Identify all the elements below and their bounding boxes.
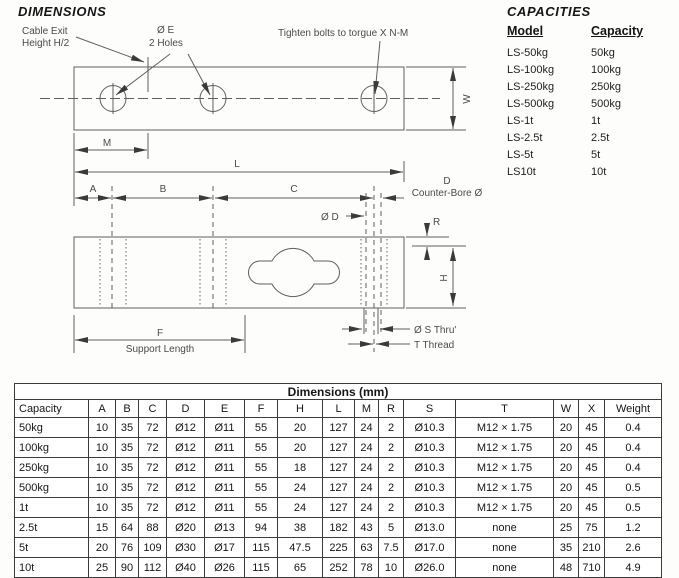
cell: Ø40 <box>167 558 205 578</box>
capacities-header <box>507 24 675 38</box>
table-title-row <box>15 384 662 400</box>
model-value: LS-250kg <box>507 81 555 93</box>
cell: 15 <box>89 518 116 538</box>
side-view <box>74 223 466 353</box>
hole-count-label: 2 Holes <box>149 38 183 49</box>
col-header-x: X <box>579 400 605 418</box>
s-thru-label: Ø S Thru' <box>414 325 457 336</box>
cell: 24 <box>355 498 379 518</box>
cell: 2.6 <box>605 538 662 558</box>
table-row <box>15 418 662 438</box>
cell: 90 <box>116 558 139 578</box>
table-row <box>15 558 662 578</box>
cell: none <box>456 558 554 578</box>
col-header-f: F <box>245 400 278 418</box>
cell: 20 <box>89 538 116 558</box>
cell: M12 × 1.75 <box>456 458 554 478</box>
cell: 24 <box>278 478 323 498</box>
cell: 210 <box>579 538 605 558</box>
row-capacity: 5t <box>15 538 89 558</box>
cell: 55 <box>245 418 278 438</box>
cable-exit-label-line1: Cable Exit <box>22 26 68 37</box>
cell: 45 <box>579 498 605 518</box>
cell: 20 <box>554 458 579 478</box>
cell: 38 <box>278 518 323 538</box>
cell: 5 <box>379 518 404 538</box>
cell: 35 <box>116 438 139 458</box>
cell: Ø30 <box>167 538 205 558</box>
cable-exit-label-line2: Height H/2 <box>22 38 70 49</box>
cell: 47.5 <box>278 538 323 558</box>
dim-od-label: Ø D <box>321 212 339 223</box>
cell: 182 <box>323 518 355 538</box>
cell: 0.4 <box>605 418 662 438</box>
capacity-list-item <box>507 113 675 130</box>
cell: 18 <box>278 458 323 478</box>
dim-f-label: F <box>156 328 164 339</box>
cell: 55 <box>245 498 278 518</box>
cell: 24 <box>355 458 379 478</box>
cell: 127 <box>323 438 355 458</box>
cell: Ø12 <box>167 418 205 438</box>
cell: 225 <box>323 538 355 558</box>
cell: Ø10.3 <box>404 458 456 478</box>
cell: Ø10.3 <box>404 498 456 518</box>
table-row <box>15 498 662 518</box>
cell: Ø11 <box>205 478 245 498</box>
cell: 72 <box>139 458 167 478</box>
cell: 10 <box>89 478 116 498</box>
cell: 65 <box>278 558 323 578</box>
dim-m-label: M <box>102 138 112 149</box>
row-capacity: 250kg <box>15 458 89 478</box>
cell: 25 <box>554 518 579 538</box>
capacity-list-item <box>507 62 675 79</box>
model-value: LS-50kg <box>507 47 548 59</box>
model-value: LS-500kg <box>507 98 555 110</box>
cell: 45 <box>579 438 605 458</box>
dim-b-label: B <box>159 184 167 195</box>
cell: M12 × 1.75 <box>456 498 554 518</box>
dim-h-label: H <box>439 274 450 282</box>
cell: 43 <box>355 518 379 538</box>
cell: none <box>456 518 554 538</box>
counterbore-d-label: D <box>443 176 451 187</box>
cell: 20 <box>278 418 323 438</box>
cell: 94 <box>245 518 278 538</box>
cell: 20 <box>554 438 579 458</box>
cell: 0.5 <box>605 478 662 498</box>
cell: 35 <box>116 418 139 438</box>
cell: 35 <box>116 478 139 498</box>
cell: Ø11 <box>205 438 245 458</box>
cell: 0.4 <box>605 438 662 458</box>
cell: none <box>456 538 554 558</box>
cell: 2 <box>379 458 404 478</box>
col-header-c: C <box>139 400 167 418</box>
cell: 63 <box>355 538 379 558</box>
cell: Ø13.0 <box>404 518 456 538</box>
cell: 55 <box>245 438 278 458</box>
dim-c-label: C <box>290 184 298 195</box>
capacities-rows <box>507 45 675 181</box>
dim-table-header-row <box>15 400 662 418</box>
capacity-value: 10t <box>591 166 607 178</box>
cell: Ø17.0 <box>404 538 456 558</box>
table-row <box>15 538 662 558</box>
capacity-value: 100kg <box>591 64 621 76</box>
model-value: LS-2.5t <box>507 132 543 144</box>
cell: 2 <box>379 438 404 458</box>
row-capacity: 50kg <box>15 418 89 438</box>
t-thread-label: T Thread <box>414 340 455 351</box>
cell: 35 <box>554 538 579 558</box>
cell: 20 <box>554 498 579 518</box>
cell: 55 <box>245 458 278 478</box>
dim-table-body <box>15 418 662 578</box>
top-view <box>40 37 466 352</box>
model-column-header: Model <box>507 24 544 38</box>
cell: 10 <box>379 558 404 578</box>
cell: Ø13 <box>205 518 245 538</box>
cell: 2 <box>379 418 404 438</box>
cell: 76 <box>116 538 139 558</box>
cell: 2 <box>379 478 404 498</box>
dim-r-label: R <box>433 217 441 228</box>
cell: 109 <box>139 538 167 558</box>
cell: M12 × 1.75 <box>456 438 554 458</box>
cell: M12 × 1.75 <box>456 418 554 438</box>
cell: 24 <box>355 438 379 458</box>
capacity-list-item <box>507 130 675 147</box>
col-header-r: R <box>379 400 404 418</box>
cell: 20 <box>554 478 579 498</box>
cell: 72 <box>139 498 167 518</box>
capacities-list <box>507 24 675 181</box>
cell: 20 <box>278 438 323 458</box>
cell: 10 <box>89 438 116 458</box>
cell: 710 <box>579 558 605 578</box>
cell: Ø11 <box>205 498 245 518</box>
col-header-capacity: Capacity <box>15 400 89 418</box>
col-header-h: H <box>278 400 323 418</box>
col-header-d: D <box>167 400 205 418</box>
cell: 75 <box>579 518 605 538</box>
cell: 88 <box>139 518 167 538</box>
cell: 0.5 <box>605 498 662 518</box>
model-value: LS-5t <box>507 149 534 161</box>
cell: Ø11 <box>205 418 245 438</box>
row-capacity: 1t <box>15 498 89 518</box>
cell: 24 <box>355 478 379 498</box>
col-header-b: B <box>116 400 139 418</box>
capacity-list-item <box>507 79 675 96</box>
cell: 24 <box>355 418 379 438</box>
cell: 127 <box>323 498 355 518</box>
cell: 4.9 <box>605 558 662 578</box>
row-capacity: 100kg <box>15 438 89 458</box>
hole-diameter-label: Ø E <box>157 25 175 36</box>
flexure-cutout <box>249 248 340 296</box>
col-header-w: W <box>554 400 579 418</box>
col-header-m: M <box>355 400 379 418</box>
dimensions-table <box>14 383 662 578</box>
cell: 48 <box>554 558 579 578</box>
capacity-value: 50kg <box>591 47 615 59</box>
cell: 25 <box>89 558 116 578</box>
cell: 7.5 <box>379 538 404 558</box>
cell: 10 <box>89 498 116 518</box>
cell: M12 × 1.75 <box>456 478 554 498</box>
drawing-labels <box>22 25 483 355</box>
cell: Ø12 <box>167 478 205 498</box>
model-value: LS-1t <box>507 115 534 127</box>
table-row <box>15 518 662 538</box>
dim-w-label: W <box>462 94 473 104</box>
row-capacity: 2.5t <box>15 518 89 538</box>
cell: 64 <box>116 518 139 538</box>
capacity-list-item <box>507 45 675 62</box>
capacity-value: 250kg <box>591 81 621 93</box>
dimensions-section-title: DIMENSIONS <box>18 4 107 19</box>
cell: 127 <box>323 458 355 478</box>
cell: Ø26.0 <box>404 558 456 578</box>
cell: Ø12 <box>167 438 205 458</box>
cell: Ø11 <box>205 458 245 478</box>
col-header-s: S <box>404 400 456 418</box>
dim-table-title: Dimensions (mm) <box>15 384 662 400</box>
cell: 45 <box>579 418 605 438</box>
cell: 127 <box>323 478 355 498</box>
row-capacity: 10t <box>15 558 89 578</box>
cell: Ø12 <box>167 498 205 518</box>
cell: 72 <box>139 418 167 438</box>
capacity-list-item <box>507 147 675 164</box>
table-row <box>15 458 662 478</box>
cell: 115 <box>245 538 278 558</box>
cell: 45 <box>579 458 605 478</box>
cell: 20 <box>554 418 579 438</box>
table-row <box>15 438 662 458</box>
capacity-column-header: Capacity <box>591 24 644 38</box>
capacities-section-title: CAPACITIES <box>507 4 591 19</box>
cell: 0.4 <box>605 458 662 478</box>
cell: 35 <box>116 498 139 518</box>
cell: 55 <box>245 478 278 498</box>
dimension-drawing <box>0 0 505 383</box>
cell: 78 <box>355 558 379 578</box>
cell: 10 <box>89 418 116 438</box>
capacity-value: 500kg <box>591 98 621 110</box>
capacity-list-item <box>507 164 675 181</box>
cell: Ø10.3 <box>404 418 456 438</box>
cell: 10 <box>89 458 116 478</box>
cell: Ø10.3 <box>404 438 456 458</box>
cell: 72 <box>139 478 167 498</box>
col-header-e: E <box>205 400 245 418</box>
row-capacity: 500kg <box>15 478 89 498</box>
cell: Ø20 <box>167 518 205 538</box>
dim-l-label: L <box>234 159 240 170</box>
cell: 1.2 <box>605 518 662 538</box>
cell: 127 <box>323 418 355 438</box>
capacity-value: 5t <box>591 149 601 161</box>
table-row <box>15 478 662 498</box>
model-value: LS-100kg <box>507 64 555 76</box>
capacity-value: 1t <box>591 115 601 127</box>
col-header-weight: Weight <box>605 400 662 418</box>
col-header-t: T <box>456 400 554 418</box>
tighten-bolts-label: Tighten bolts to torgue X N-M <box>278 28 409 39</box>
col-header-l: L <box>323 400 355 418</box>
counterbore-label: Counter-Bore Ø <box>411 188 483 199</box>
cell: 115 <box>245 558 278 578</box>
col-header-a: A <box>89 400 116 418</box>
cell: 72 <box>139 438 167 458</box>
cell: 2 <box>379 498 404 518</box>
model-value: LS10t <box>507 166 536 178</box>
cell: 112 <box>139 558 167 578</box>
cell: Ø12 <box>167 458 205 478</box>
cell: Ø26 <box>205 558 245 578</box>
dim-a-label: A <box>89 184 97 195</box>
cell: 45 <box>579 478 605 498</box>
capacity-list-item <box>507 96 675 113</box>
cell: Ø10.3 <box>404 478 456 498</box>
cell: 35 <box>116 458 139 478</box>
cell: 252 <box>323 558 355 578</box>
support-length-label: Support Length <box>125 344 195 355</box>
capacity-value: 2.5t <box>591 132 610 144</box>
cell: 24 <box>278 498 323 518</box>
cell: Ø17 <box>205 538 245 558</box>
